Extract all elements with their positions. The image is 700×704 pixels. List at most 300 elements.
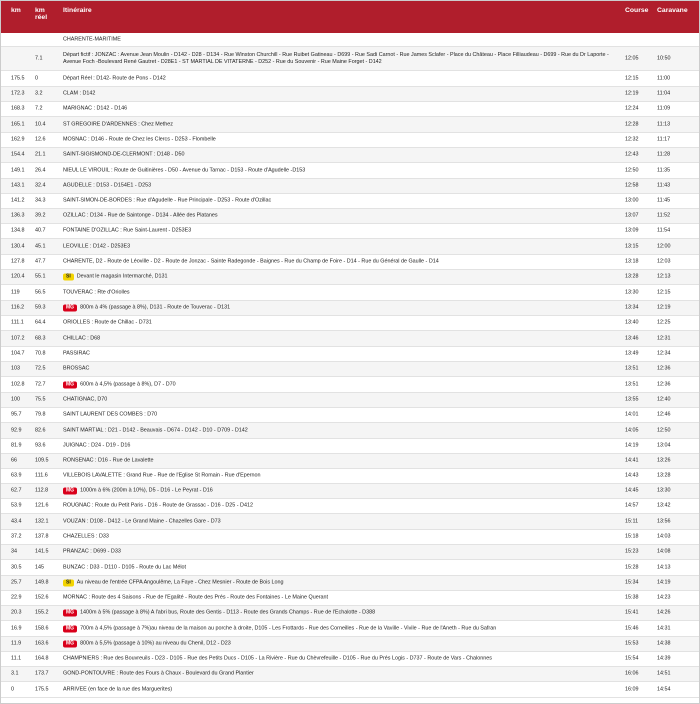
cell-itineraire: [63, 610, 611, 617]
table-row: [1, 591, 699, 606]
cell-caravane: [657, 305, 697, 312]
table-row: [1, 439, 699, 454]
cell-km-text: 22.9: [11, 594, 22, 601]
cell-km-reel-text: 21.1: [35, 151, 46, 158]
cell-km: [11, 366, 33, 373]
cell-itineraire-text: MORNAC : Route des 4 Saisons - Rue de l'Egalité - Route des Prés - Route des Fontaines - Le Maine Querant: [63, 594, 328, 601]
cell-km-reel: [35, 228, 59, 235]
cell-km: [11, 351, 33, 358]
table-row: [1, 316, 699, 331]
cell-caravane-text: 12:25: [657, 319, 671, 326]
cell-caravane-text: 12:13: [657, 273, 671, 280]
cell-caravane-text: 11:04: [657, 90, 671, 97]
cell-km: [11, 518, 33, 525]
table-row: [1, 576, 699, 591]
cell-km: [11, 549, 33, 556]
cell-caravane: [657, 243, 697, 250]
cell-km-text: 162.9: [11, 136, 25, 143]
header-km-reel: km réel: [35, 7, 48, 21]
cell-km-text: 53.9: [11, 502, 22, 509]
cell-itineraire-text: ROUGNAC : Route du Petit Paris - D16 - Route de Grassac - D16 - D25 - D412: [63, 502, 253, 509]
cell-caravane-text: 14:38: [657, 640, 671, 647]
cell-km-reel-text: 149.8: [35, 579, 49, 586]
table-row: [1, 652, 699, 667]
cell-km-reel: [35, 91, 59, 98]
cell-itineraire-text: PASSIRAC: [63, 350, 90, 357]
cell-itineraire-text: CHARENTE, D2 - Route de Léoville - D2 - Route de Jonzac - Sainte Radegonde - Baignes - Rue du Champ de Foire - D14 - Rue du Général de Gaulle - D14: [63, 258, 439, 265]
cell-itineraire-text: CHATIGNAC, D70: [63, 396, 108, 403]
cell-course-text: 12:43: [625, 151, 639, 158]
cell-course: [625, 228, 659, 235]
cell-km-text: 143.1: [11, 182, 25, 189]
cell-km: [11, 671, 33, 678]
cell-course: [625, 55, 659, 62]
cell-km-reel: [35, 320, 59, 327]
cell-course: [625, 289, 659, 296]
cell-course: [625, 671, 659, 678]
cell-itineraire-text: ST GREGOIRE D'ARDENNES : Chez Methez: [63, 121, 173, 127]
cell-itineraire: [63, 381, 611, 388]
cell-km-reel-text: 112.8: [35, 487, 49, 494]
cell-km: [11, 534, 33, 541]
cell-itineraire-text: PRANZAC : D699 - D33: [63, 548, 121, 555]
cell-km: [11, 427, 33, 434]
cell-itineraire-text: MARIGNAC : D142 - D146: [63, 105, 128, 112]
table-row: [1, 163, 699, 179]
cell-km: [11, 152, 33, 159]
cell-course-text: 15:46: [625, 625, 639, 631]
cell-course-text: 16:06: [625, 670, 639, 677]
cell-km-reel-text: 72.5: [35, 365, 46, 372]
cell-course: [625, 320, 659, 327]
cell-km-text: 168.3: [11, 105, 25, 112]
cell-itineraire-text: GOND-PONTOUVRE : Route des Fours à Chaux - Boulevard du Grand Plantier: [63, 670, 254, 677]
cell-caravane-text: 11:17: [657, 136, 671, 143]
cell-caravane-text: 12:36: [657, 381, 671, 387]
cell-itineraire: [63, 534, 611, 541]
cell-km-reel-text: 158.6: [35, 625, 49, 631]
cell-itineraire-text: Départ Réel : D142- Route de Pons - D142: [63, 75, 166, 81]
cell-km-text: 165.1: [11, 121, 25, 127]
cell-course-text: 12:24: [625, 105, 639, 112]
cell-itineraire: [63, 121, 611, 128]
cell-course-text: 14:41: [625, 457, 639, 464]
cell-itineraire: [63, 427, 611, 434]
cell-caravane: [657, 320, 697, 327]
cell-itineraire-text: Devant le magasin Intermarché, D131: [76, 273, 168, 280]
table-row: [1, 682, 699, 698]
cell-km-text: 149.1: [11, 167, 25, 173]
cell-caravane-text: 12:31: [657, 335, 671, 341]
cell-km-text: 141.2: [11, 197, 25, 204]
table-row: [1, 423, 699, 439]
cell-caravane-text: 12:19: [657, 304, 671, 311]
cell-km-reel-text: 47.7: [35, 258, 46, 265]
cell-course: [625, 443, 659, 450]
cell-km-text: 130.4: [11, 243, 25, 249]
cell-course-text: 13:49: [625, 350, 639, 357]
cell-km-reel-text: 10.4: [35, 121, 46, 127]
cell-caravane-text: 11:09: [657, 105, 671, 112]
cell-itineraire-text: Au niveau de l'entrée CFPA Angoulême, La Faye - Chez Mesnier - Route de Bois Long: [76, 579, 284, 586]
cell-course: [625, 595, 659, 602]
cell-itineraire: [63, 671, 611, 678]
cell-km: [11, 167, 33, 174]
cell-km-reel-text: 79.8: [35, 411, 46, 418]
table-row: [1, 47, 699, 71]
cell-km: [11, 289, 33, 296]
cell-itineraire: [63, 137, 611, 144]
cell-km-reel-text: 175.5: [35, 686, 49, 692]
cell-itineraire-text: SAINT MARTIAL : D21 - D142 - Beauvais - D674 - D142 - D10 - D709 - D142: [63, 427, 248, 433]
cell-caravane: [657, 106, 697, 113]
cell-km-reel: [35, 183, 59, 190]
cell-caravane-text: 14:39: [657, 655, 671, 662]
cell-itineraire: [63, 549, 611, 556]
cell-itineraire-text: VILLEBOIS LAVALETTE : Grand Rue - Rue de l'Eglise St Romain - Rue d'Epernon: [63, 472, 261, 479]
cell-itineraire: [63, 52, 611, 66]
cell-km-reel-text: 137.8: [35, 533, 49, 540]
cell-km-text: 116.2: [11, 304, 25, 311]
cell-course-text: 12:32: [625, 136, 639, 143]
cell-itineraire: [63, 335, 611, 342]
cell-itineraire-text: CLAM : D142: [63, 90, 96, 97]
cell-km-reel-text: 12.6: [35, 136, 46, 143]
table-row: [1, 71, 699, 87]
cell-course: [625, 259, 659, 266]
cell-km-text: 119: [11, 289, 20, 295]
cell-itineraire: [63, 488, 611, 495]
cell-caravane-text: 14:31: [657, 625, 671, 631]
cell-km-reel-text: 68.3: [35, 335, 46, 341]
cell-km: [11, 488, 33, 495]
cell-km-reel: [35, 381, 59, 388]
cell-km-reel: [35, 335, 59, 342]
cell-km-text: 34: [11, 548, 17, 555]
cell-km: [11, 183, 33, 190]
cell-itineraire-text: TOUVERAC : Rte d'Oriolles: [63, 289, 130, 295]
cell-km-reel-text: 109.5: [35, 457, 49, 464]
table-row: [1, 148, 699, 163]
cell-caravane: [657, 55, 697, 62]
cell-itineraire: [63, 625, 611, 632]
table-row: [1, 514, 699, 530]
cell-caravane: [657, 564, 697, 571]
cell-km-reel-text: 82.6: [35, 427, 46, 433]
cell-course: [625, 564, 659, 571]
cell-caravane: [657, 167, 697, 174]
cell-km-reel: [35, 595, 59, 602]
table-row: [1, 347, 699, 362]
cell-km-reel-text: 26.4: [35, 167, 46, 173]
cell-km-text: 62.7: [11, 487, 22, 494]
table-row: [1, 33, 699, 47]
cell-caravane-text: 14:51: [657, 670, 671, 677]
cell-km: [11, 443, 33, 450]
cell-km-reel: [35, 137, 59, 144]
cell-itineraire: [63, 443, 611, 450]
cell-caravane: [657, 183, 697, 190]
cell-course-text: 15:54: [625, 655, 639, 662]
cell-itineraire: [63, 183, 611, 190]
cell-km-reel: [35, 610, 59, 617]
cell-caravane: [657, 580, 697, 587]
cell-km-reel: [35, 274, 59, 281]
cell-km-reel-text: 132.1: [35, 518, 49, 524]
cell-itineraire: [63, 518, 611, 525]
cell-km-reel: [35, 167, 59, 174]
climb-badge: MG: [63, 641, 77, 648]
cell-itineraire-text: SAINT LAURENT DES COMBES : D70: [63, 411, 158, 418]
cell-caravane-text: 11:28: [657, 151, 671, 158]
table-row: [1, 484, 699, 499]
cell-itineraire-text: ORIOLLES : Route de Chillac - D731: [63, 319, 152, 326]
cell-caravane-text: 13:28: [657, 472, 671, 479]
cell-course: [625, 580, 659, 587]
cell-course-text: 13:51: [625, 381, 639, 387]
cell-course: [625, 106, 659, 113]
cell-course: [625, 351, 659, 358]
table-row: [1, 499, 699, 514]
cell-caravane-text: 12:40: [657, 396, 671, 403]
cell-course-text: 13:09: [625, 227, 639, 234]
cell-itineraire: [63, 259, 611, 266]
cell-caravane: [657, 335, 697, 342]
table-row: [1, 621, 699, 637]
cell-km-text: 103: [11, 365, 20, 372]
cell-km-reel-text: 59.3: [35, 304, 46, 311]
cell-caravane-text: 11:54: [657, 227, 671, 234]
cell-course: [625, 213, 659, 220]
cell-caravane-text: 11:43: [657, 182, 671, 189]
cell-km-reel: [35, 458, 59, 465]
cell-km: [11, 91, 33, 98]
cell-caravane: [657, 121, 697, 128]
table-row: [1, 133, 699, 148]
cell-itineraire: [63, 243, 611, 250]
cell-km: [11, 625, 33, 632]
cell-km-reel: [35, 412, 59, 419]
cell-km-reel-text: 173.7: [35, 670, 49, 677]
cell-course-text: 13:28: [625, 273, 639, 280]
cell-km-text: 66: [11, 457, 17, 464]
table-row: [1, 606, 699, 621]
cell-km-text: 3.1: [11, 670, 19, 677]
cell-itineraire: [63, 106, 611, 113]
cell-itineraire: [63, 75, 611, 82]
cell-km-text: 175.5: [11, 75, 25, 81]
cell-caravane: [657, 397, 697, 404]
cell-course-text: 12:15: [625, 75, 639, 81]
cell-km: [11, 121, 33, 128]
cell-km-reel: [35, 55, 59, 62]
cell-caravane: [657, 351, 697, 358]
cell-km-reel: [35, 106, 59, 113]
cell-km-text: 120.4: [11, 273, 25, 280]
cell-km-reel-text: 39.2: [35, 212, 46, 219]
cell-km-reel-text: 121.6: [35, 502, 49, 509]
cell-caravane-text: 14:23: [657, 594, 671, 601]
cell-course: [625, 152, 659, 159]
cell-caravane: [657, 625, 697, 632]
cell-km-reel-text: 7.1: [35, 55, 43, 61]
cell-itineraire-text: SAINT-SIMON-DE-BORDES : Rue d'Agudelle - Rue Principale - D253 - Route d'Ozillac: [63, 197, 272, 204]
cell-course: [625, 243, 659, 250]
cell-itineraire-text: SAINT-SIGISMOND-DE-CLERMONT : D148 - D50: [63, 151, 185, 158]
cell-itineraire: [63, 274, 611, 281]
cell-km: [11, 458, 33, 465]
cell-caravane: [657, 75, 697, 82]
cell-caravane: [657, 488, 697, 495]
cell-km-text: 81.9: [11, 442, 22, 449]
cell-km: [11, 198, 33, 205]
cell-km-reel: [35, 366, 59, 373]
cell-km-reel-text: 55.1: [35, 273, 46, 280]
cell-course: [625, 656, 659, 663]
cell-itineraire: [63, 564, 611, 571]
cell-km: [11, 641, 33, 648]
cell-km: [11, 213, 33, 220]
cell-km-reel: [35, 671, 59, 678]
cell-course: [625, 534, 659, 541]
cell-course: [625, 75, 659, 82]
cell-km-text: 172.3: [11, 90, 25, 97]
cell-course-text: 15:23: [625, 548, 639, 555]
cell-km-text: 30.5: [11, 564, 22, 570]
cell-course: [625, 183, 659, 190]
cell-course-text: 13:30: [625, 289, 639, 295]
cell-km-reel-text: 40.7: [35, 227, 46, 234]
cell-km-reel: [35, 427, 59, 434]
cell-caravane: [657, 686, 697, 693]
cell-course: [625, 366, 659, 373]
cell-itineraire: [63, 213, 611, 220]
cell-itineraire-text: FONTAINE D'OZILLAC : Rue Saint-Laurent - D253E3: [63, 227, 192, 234]
cell-itineraire-text: CHAZELLES : D33: [63, 533, 109, 540]
cell-km: [11, 274, 33, 281]
cell-km: [11, 686, 33, 693]
cell-km-text: 102.8: [11, 381, 25, 387]
cell-km-text: 11.9: [11, 640, 22, 647]
cell-course-text: 15:53: [625, 640, 639, 647]
cell-caravane: [657, 610, 697, 617]
table-row: [1, 560, 699, 576]
cell-km-text: 43.4: [11, 518, 22, 524]
table-body: [1, 33, 699, 698]
cell-km-text: 20.3: [11, 609, 22, 616]
cell-course-text: 12:58: [625, 182, 639, 189]
cell-km-text: 95.7: [11, 411, 22, 418]
table-row: [1, 667, 699, 682]
cell-km: [11, 503, 33, 510]
cell-itineraire: [63, 289, 611, 296]
table-row: [1, 209, 699, 224]
cell-caravane: [657, 213, 697, 220]
table-row: [1, 239, 699, 255]
cell-itineraire-text: 800m à 5,5% (passage à 10%) au niveau du Chenil, D12 - D23: [80, 640, 231, 647]
cell-caravane-text: 14:08: [657, 548, 671, 555]
cell-km: [11, 580, 33, 587]
cell-km-reel-text: 45.1: [35, 243, 46, 249]
cell-caravane-text: 12:36: [657, 365, 671, 372]
cell-caravane-text: 13:42: [657, 502, 671, 509]
cell-km-reel-text: 145: [35, 564, 44, 570]
cell-km-text: 134.8: [11, 227, 25, 234]
cell-course-text: 14:19: [625, 442, 639, 449]
cell-itineraire: [63, 595, 611, 602]
cell-caravane-text: 14:13: [657, 564, 671, 570]
cell-km-reel: [35, 397, 59, 404]
cell-km-reel: [35, 518, 59, 525]
table-row: [1, 87, 699, 102]
table-row: [1, 377, 699, 393]
header-km: km: [11, 7, 21, 14]
cell-km-text: 100: [11, 396, 20, 403]
cell-course-text: 14:57: [625, 502, 639, 509]
cell-km-reel-text: 164.8: [35, 655, 49, 662]
cell-km-text: 111.1: [11, 319, 24, 326]
cell-km-reel-text: 93.6: [35, 442, 46, 449]
cell-itineraire-text: JUIGNAC : D24 - D19 - D16: [63, 442, 131, 449]
cell-course-text: 12:19: [625, 90, 639, 97]
cell-caravane: [657, 641, 697, 648]
cell-km: [11, 259, 33, 266]
cell-course-text: 15:11: [625, 518, 639, 524]
cell-caravane-text: 11:45: [657, 197, 671, 204]
header-course: Course: [625, 7, 649, 14]
cell-itineraire-text: ARRIVEE (en face de la rue des Marguerites): [63, 686, 173, 692]
cell-itineraire-text: CHILLAC : D68: [63, 335, 101, 341]
cell-km-reel-text: 3.2: [35, 90, 43, 97]
cell-caravane-text: 11:00: [657, 75, 671, 81]
table-row: [1, 301, 699, 316]
cell-itineraire: [63, 641, 611, 648]
cell-course-text: 14:45: [625, 487, 639, 494]
cell-km: [11, 656, 33, 663]
table-row: [1, 408, 699, 423]
cell-km-text: 154.4: [11, 151, 25, 158]
cell-course-text: 15:28: [625, 564, 639, 570]
cell-course: [625, 397, 659, 404]
cell-itineraire-text: 600m à 4,5% (passage à 8%), D7 - D70: [80, 381, 176, 387]
cell-km-reel: [35, 198, 59, 205]
cell-km-reel: [35, 580, 59, 587]
table-row: [1, 545, 699, 560]
cell-course: [625, 518, 659, 525]
cell-course-text: 13:46: [625, 335, 639, 341]
climb-badge: MG: [63, 305, 77, 312]
cell-caravane: [657, 595, 697, 602]
cell-km-reel-text: 7.2: [35, 105, 43, 112]
cell-caravane-text: 14:54: [657, 686, 671, 692]
cell-km-reel-text: 155.2: [35, 609, 49, 616]
cell-itineraire: [63, 228, 611, 235]
cell-caravane: [657, 91, 697, 98]
climb-badge: SI: [63, 580, 74, 587]
cell-caravane: [657, 534, 697, 541]
cell-itineraire-text: 800m à 4% (passage à 8%), D131 - Route de Touverac - D131: [80, 304, 231, 311]
cell-itineraire: [63, 580, 611, 587]
cell-course: [625, 305, 659, 312]
cell-km-reel-text: 72.7: [35, 381, 46, 387]
cell-km-text: 25.7: [11, 579, 22, 586]
cell-km-text: 16.9: [11, 625, 22, 631]
table-row: [1, 454, 699, 469]
cell-course-text: 14:01: [625, 411, 639, 418]
cell-caravane: [657, 198, 697, 205]
cell-itineraire: [63, 152, 611, 159]
cell-km: [11, 75, 33, 82]
